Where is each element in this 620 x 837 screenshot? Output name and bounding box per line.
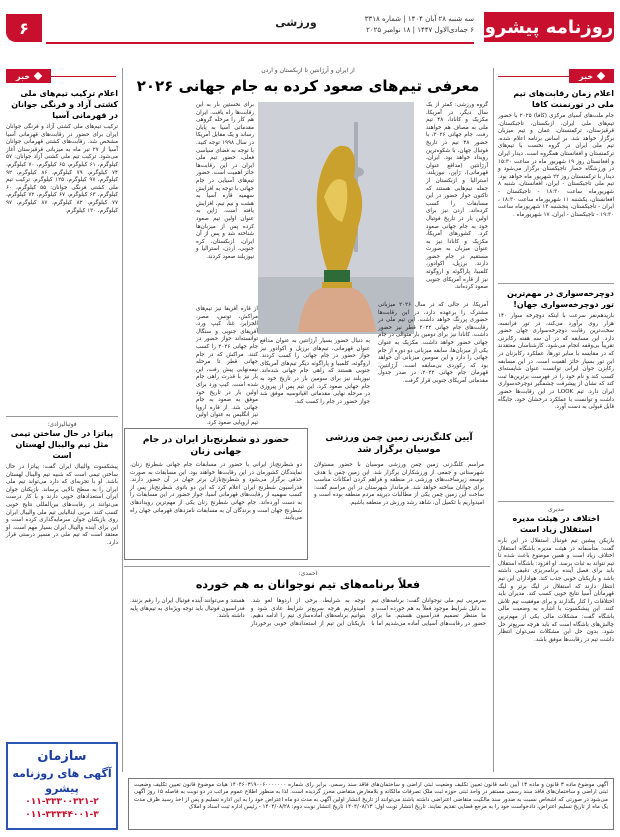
left-column [6, 88, 118, 736]
left-divider [6, 416, 118, 417]
main-body-mid-right-text: آمریکا، در حالی که در سال ۲۰۲۶ میزبانی مشترک را برعهده دارد، در این رقابت‌ها حضوری پررنگ خواهد داشت. این تیم ملی در رقابت‌های جام جهانی ۲۰۲۲ قطر نیز حضور داشت. کانادا نیز برای دومین بار متوالی در جام جهانی حضور خواهد داشت. مکزیک به عنوان یکی از میزبان‌ها، سابقه میزبانی دو دوره از جام جهانی را دارد و این سومین میزبانی آن خواهد بود که رکوردی بی‌سابقه است. آرژانتین، قهرمان جام جهانی ۲۰۲۲، در صدر جدول مقدماتی آمریکای جنوبی قرار گرفت. [378, 302, 488, 384]
ad-line-1: سازمان [37, 749, 87, 764]
right-kicker-3: مدیری [547, 506, 565, 513]
main-body-mid-left: از قاره آفریقا نیز تیم‌های مراکش، تونس، مصر، الجزایر، غنا، کیپ ورد، آفریقای جنوبی و سنگال توانسته‌اند جواز حضور در جام جهانی ۲۰۲۶ را کسب کنند. مراکش که در جام جهانی قطر تا مرحله نیمه‌نهایی پیش رفت، این بار نیز با قدرت راهی جام شده است. کیپ ورد برای اولین بار در تاریخ خود موفق به صعود به جام جهانی شد. از قاره اروپا نیز انگلیس به عنوان اولین تیم اروپایی صعود کرد. [196, 306, 258, 426]
right-news-tag-label: خبر [578, 71, 593, 81]
story-chess-body: دو شطرنج‌باز ایرانی با حضور در مسابقات جام جهانی شطرنج زنان، نمایندگان کشورمان در این رقابت‌ها خواهند بود. این مسابقات به صورت حذفی برگزار می‌شود و شطرنج‌بازان برتر جهان در آن حضور دارند. فدراسیون شطرنج ایران اعلام کرد که این دو بانوی شطرنج‌باز پس از کسب سهمیه از رقابت‌های قهرمانی آسیا، جواز حضور در این مسابقات را به دست آورده‌اند. جام جهانی شطرنج زنان یکی از مهم‌ترین رویدادهای شطرنج جهان است و برندگان آن به مسابقات نامزدهای قهرمانی جهان راه می‌یابند. [130, 462, 302, 522]
issue-line-2: ۶ جمادی‌الاول ۱۴۴۷ | ۱۸ نوامبر ۲۰۲۵ [366, 26, 474, 34]
main-photo [258, 102, 414, 334]
section-title: ورزشی [275, 16, 317, 29]
main-headline: معرفی تیم‌های صعود کرده به جام جهانی ۲۰۲۶ [136, 77, 480, 95]
left-kicker-2: فوتبالیزادی: [47, 421, 77, 428]
diamond-icon [34, 72, 42, 80]
main-kicker: از ایران و آرژانتین تا ازبکستان و اردن [261, 67, 355, 74]
header-rule [46, 42, 474, 44]
left-headline-1: اعلام ترکیب تیم‌های ملی کشتی آزاد و فرنگی جوانان در قهرمانی آسیا [11, 89, 118, 120]
mid-rule [124, 566, 490, 567]
right-column-rule [493, 68, 494, 772]
left-headline-2: پیاتزا در حال ساختن تیمی مثل تیم والیبال لهستان است [10, 429, 114, 460]
right-news-tag [569, 69, 614, 83]
issue-line-1: سه شنبه ۲۸ آبان ۱۴۰۴ | شماره ۳۳۱۸ [364, 15, 474, 23]
right-headline-3: اختلاف در هیئت مدیره استقلال زیاد است [512, 514, 600, 534]
right-body-3: بازیکن پیشین تیم فوتبال استقلال در این باره گفت: متأسفانه در هیئت مدیره باشگاه استقلال اختلاف زیاد است و همین موضوع باعث شده تا تیم نتواند به ثبات برسد. او افزود: باشگاه استقلال باید برای فصل آینده برنامه‌ریزی دقیقی داشته باشد و بازیکنان خوبی جذب کند. هواداران این تیم انتظار دارند که استقلال در لیگ برتر و لیگ قهرمانان آسیا نتایج خوبی کسب کند. مدیران باید اختلافات را کنار بگذارند و برای موفقیت تیم تلاش کنند. این پیشکسوت با اشاره به وضعیت مالی باشگاه گفت: مشکلات مالی یکی از مهم‌ترین چالش‌های باشگاه است که باید هرچه سریع‌تر حل شود. بدون حل این مشکلات نمی‌توان انتظار داشت تیم در رقابت‌ها موفق باشد. [498, 538, 614, 643]
diamond-icon [597, 72, 605, 80]
story-youth-body: سرمربی تیم ملی نوجوانان گفت: برنامه‌های تیم به دلیل شرایط موجود فعلاً به هم خورده است و ما منتظر تصمیم فدراسیون هستیم. ما برای حضور در رقابت‌های آسیایی آماده می‌شدیم اما با توجه به شرایط، برخی از اردوها لغو شد. امیدواریم هرچه سریع‌تر شرایط عادی شود و بتوانیم برنامه‌های آماده‌سازی تیم را ادامه دهیم. بازیکنان این تیم از استعدادهای خوبی برخوردار هستند و می‌توانند آینده فوتبال ایران را رقم بزنند. فدراسیون فوتبال باید توجه ویژه‌ای به تیم‌های پایه داشته باشد. [130, 598, 486, 627]
ad-phone-1: ۰۱۱-۳۳۳۰۰۳۲۱-۲ [25, 797, 99, 807]
story-ground-body: مراسم کلنگ‌زنی زمین چمن ورزشی موسیان با حضور مسئولان شهرستانی و جمعی از ورزشکاران برگزار شد. این زمین چمن با هدف توسعه زیرساخت‌های ورزشی در منطقه و فراهم کردن امکانات مناسب برای جوانان ساخته خواهد شد. فرماندار شهرستان در این مراسم گفت: ساخت این زمین چمن یکی از مطالبات دیرینه مردم منطقه بوده است و امیدواریم با تکمیل آن، شاهد رشد ورزش در منطقه باشیم. [314, 462, 484, 506]
main-body-right: گروه ورزشی: کمتر از یک سال دیگر، در آمریکا، مکزیک و کانادا، ۴۸ تیم ملی به مصاف هم خواهند رفت. جام جهانی ۲۰۲۶، با حضور ۴۸ تیم در تاریخ فوتبال جهان، با شکوه‌ترین رویداد خواهد بود. ایران، آرژانتین (مدافع عنوان قهرمانی)، ژاپن، نیوزیلند، استرالیا و ازبکستان از جمله تیم‌هایی هستند که تاکنون جواز حضور در این مسابقات را کسب کرده‌اند. اردن نیز برای اولین بار در تاریخ فوتبال خود به جام جهانی صعود کرد. کشورهای آمریکا، مکزیک و کانادا نیز به عنوان میزبان به صورت مستقیم در جام حضور دارند. برزیل، اکوادور، کلمبیا، پاراگوئه و اروگوئه نیز از قاره آمریکای جنوبی صعود کرده‌اند. [426, 102, 489, 291]
left-news-tag-label: خبر [16, 71, 31, 81]
main-body-mid-mid: به دنبال حضور بسیار آرژانتین به عنوان مدافع عنوان قهرمانی، تیم‌های برزیل و اکوادور نیز جواز حضور در جام جهانی را کسب کردند. اروگوئه، کلمبیا و پاراگوئه دیگر تیم‌های آمریکای جنوبی هستند که راهی جام جهانی شده‌اند. نیوزیلند نیز برای سومین بار در تاریخ خود به جام جهانی صعود کرد. این تیم پس از پیروزی در مرحله نهایی مقدماتی اقیانوسیه موفق شد جواز حضور در جام را کسب کند. [260, 338, 370, 405]
main-body-mid-right [378, 302, 488, 420]
right-body-2: بازیدهم‌نفر سرعت با اینکه دوچرخه سوار ۱۴۰ هزار روی برآورد می‌کند، در تور فرانسه، سخت‌ترین رقابت دوچرخه‌سواری جهان حضور دارد. این مسابقه که در آن سه هفته رکابزنی تقریباً بی‌وقفه انجام می‌شود، کارشناسان معتقدند که در مقایسه با سایر تورها، عملکرد رکابزنان در این تور بسیار حائز اهمیت است. در این مسابقه رکابزن جوان ایرانی توانست عنوان شایسته‌ای کسب کند و نام خود را در فهرست برترین‌ها ثبت کند که نشان از پیشرفت چشمگیر دوچرخه‌سواری ایران دارد. تیم LOOK در این رقابت‌ها حضور داشت و توانست با عملکرد درخشان خود، جایگاه قابل قبولی به دست آورد. [498, 313, 614, 411]
story-youth-headline: فعلاً برنامه‌های تیم نوجوانان به هم خورده [195, 578, 421, 591]
ad-phone-2: ۰۱۱-۳۳۳۴۴۰۰۱-۳ [25, 810, 99, 820]
left-body-2: پیشکسوت والیبال ایران گفت: پیاتزا در حال ساختن تیمی است که شبیه تیم والیبال لهستان باشد. او با تجربه‌ای که دارد می‌تواند تیم ملی ایران را به سطح بالایی برساند. بازیکنان جوان ایران استعدادهای خوبی دارند و با کار درست می‌توانند در رقابت‌های بین‌المللی نتایج خوبی کسب کنند. مربی ایتالیایی تیم ملی والیبال ایران روی بازیکنان جوان سرمایه‌گذاری کرده است و این برای آینده والیبال ایران بسیار مهم است. او معتقد است که تیم ملی در مسیر درستی قرار دارد. [6, 464, 118, 546]
right-headline-2: دوچرخه‌سواری در مهم‌ترین تور دوچرخه‌سواری جهان! [507, 289, 614, 309]
ad-box [6, 742, 118, 830]
newspaper-logo: روزنامه پیشرو [484, 12, 614, 42]
legal-notice: آگهی موضوع ماده ۳ قانون و ماده ۱۳ آیین نامه قانون تعیین تکلیف وضعیت ثبتی اراضی و ساختمان‌های فاقد سند رسمی. برابر رای شماره ۱۴۰۴۶۰۳۱۹۰۰۶۰۰۰۰۰۰۰ هیات موضوع قانون تعیین تکلیف وضعیت ثبتی اراضی و ساختمان‌های فاقد سند رسمی مستقر در واحد ثبتی حوزه ثبت ملک تصرفات مالکانه و بلامعارض متقاضی محرز گردیده است. لذا به منظور اطلاع عموم مراتب در دو نوبت به فاصله ۱۵ روز آگهی می‌شود در صورتی که اشخاص نسبت به صدور سند مالکیت متقاضی اعتراضی داشته باشند می‌توانند از تاریخ انتشار اولین آگهی به مدت دو ماه اعتراض خود را به این اداره تسلیم و پس از اخذ رسید ظرف مدت یک ماه از تاریخ تسلیم اعتراض، دادخواست خود را به مرجع قضایی تقدیم نمایند. تاریخ انتشار نوبت اول: ۱۴۰۴/۰۸/۱۳ تاریخ انتشار نوبت دوم: ۱۴۰۴/۰۸/۲۸ - رئیس اداره ثبت اسناد و املاک [128, 778, 614, 830]
main-body-left: برای نخستین بار به این رقابت‌ها راه یافت. ایران هم کار را مرحله گروهی مقدماتی آسیا به پایان رساند و یک مقابل آمریکا در سال ۱۹۹۸ توجه کنید. با توجه به فضای سیاسی فعلی، حضور تیم ملی ایران در این رقابت‌ها حائز اهمیت است. حضور تیم‌های آسیایی در جام جهانی با توجه به افزایش سهمیه قاره آسیا به هشت و نیم تیم، افزایش یافته است. ژاپن به عنوان اولین تیم صعود کرده پس از میزبان‌ها شناخته شد و پس از آن ایران، ازبکستان، کره جنوبی، اردن، استرالیا و نیوزیلند صعود کردند. [196, 102, 254, 260]
left-column-rule [122, 68, 123, 772]
right-column [498, 88, 614, 748]
left-body-1: ترکیب تیم‌های ملی کشتی آزاد و فرنگی جوانان ایران برای حضور در رقابت‌های قهرمانی آسیا مشخص شد. رقابت‌های کشتی قهرمانی جوانان آسیا از ۲۷ تیر ماه به میزبانی قرقیزستان آغاز می‌شود. ترکیب تیم ملی کشتی آزاد جوانان: ۵۷ کیلوگرم، ۶۱ کیلوگرم، ۶۵ کیلوگرم، ۷۰ کیلوگرم، ۷۴ کیلوگرم، ۷۹ کیلوگرم، ۸۶ کیلوگرم، ۹۲ کیلوگرم، ۹۷ کیلوگرم، ۱۲۵ کیلوگرم. ترکیب تیم ملی کشتی فرنگی جوانان: ۵۵ کیلوگرم، ۶۰ کیلوگرم، ۶۳ کیلوگرم، ۶۷ کیلوگرم، ۷۲ کیلوگرم، ۷۷ کیلوگرم، ۸۲ کیلوگرم، ۸۷ کیلوگرم، ۹۷ کیلوگرم، ۱۳۰ کیلوگرم. [6, 124, 119, 214]
trophy-photo-svg [258, 102, 414, 334]
story-chess-headline: حضور دو شطرنج‌باز ایران در جام جهانی زنان [142, 435, 290, 457]
story-youth-kicker: احمدی: [298, 570, 318, 577]
ad-line-2: آگهی های روزنامه پیشرو [12, 767, 112, 795]
right-headline-1: اعلام زمان رقابت‌های تیم ملی در تورنمنت کافا [513, 89, 614, 109]
page-number: ۶ [6, 14, 42, 42]
story-ground-headline: آیین کلنگ‌زنی زمین چمن ورزشی موسیان برگزار شد [325, 433, 473, 455]
page-header [6, 8, 614, 44]
left-news-tag [6, 69, 51, 83]
right-body-1: جام ملت‌های آسیای مرکزی (کافا) ۲۰۲۵ با حضور تیم‌های ملی ایران، ازبکستان، تاجیکستان، قرقیزستان، ترکمنستان، عمان و تیم میزبان برگزار خواهد شد. بر اساس برنامه اعلام شده، تیم ملی ایران در گروه نخست با تیم‌های ترکمنستان و افغانستان همگروه است. دیدار ایران و افغانستان روز ۱۹ شهریور ماه در ساعت ۱۵:۳۰ در ورزشگاه حصار تاجیکستان برگزار می‌شود و دیدار با ترکمنستان روز ۲۲ شهریور ماه خواهد بود. تیم ملی تاجیکستان - ایران، افغانستان، شنبه ۸ شهریورماه ساعت ۱۸:۳۰ - تاجیکستان - افغانستان، یکشنبه ۱۱ شهریورماه ساعت ۱۸:۳۰ ، ایران - تاجیکستان، پنجشنبه ۱۳ شهریورماه ساعت ۱۹:۳۰ - تاجیکستان - ایران، ۱۷ شهریورماه . [498, 113, 615, 218]
right-divider-2 [498, 501, 614, 502]
right-divider-1 [498, 283, 614, 284]
